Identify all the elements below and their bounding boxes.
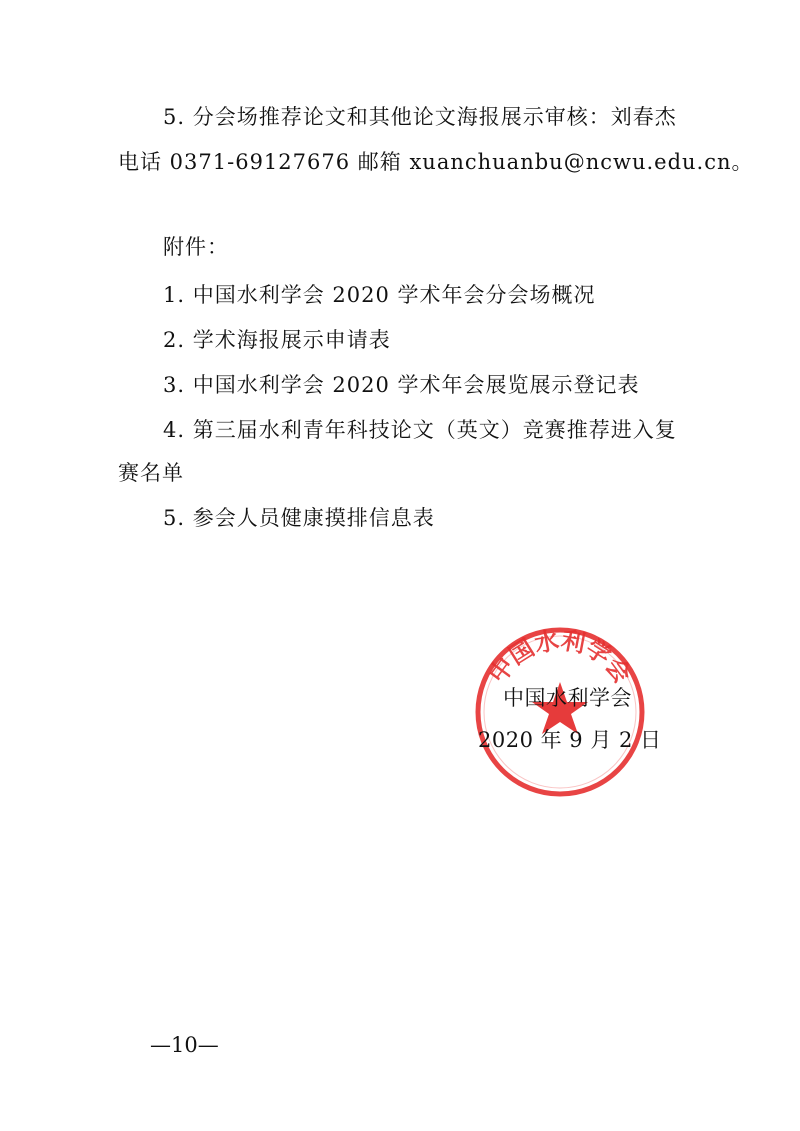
attachment-item-3: 3. 中国水利学会 2020 学术年会展览展示登记表 [163, 373, 640, 397]
page-number: —10— [150, 1033, 219, 1057]
attachment-item-4-continued: 赛名单 [118, 461, 184, 485]
attachment-item-4: 4. 第三届水利青年科技论文（英文）竞赛推荐进入复 [163, 418, 677, 442]
attachments-heading: 附件： [163, 235, 229, 259]
attachment-item-1: 1. 中国水利学会 2020 学术年会分会场概况 [163, 283, 596, 307]
contact-line-1: 5. 分会场推荐论文和其他论文海报展示审核：刘春杰 [163, 105, 677, 129]
signature-organization: 中国水利学会 [503, 686, 632, 710]
signature-date: 2020 年 9 月 2 日 [478, 728, 662, 752]
attachment-item-5: 5. 参会人员健康摸排信息表 [163, 506, 435, 530]
seal-arc-text: 中国水利学会 [483, 626, 637, 689]
attachment-item-2: 2. 学术海报展示申请表 [163, 328, 391, 352]
contact-line-2: 电话 0371-69127676 邮箱 xuanchuanbu@ncwu.edu.cn。 [118, 150, 754, 174]
